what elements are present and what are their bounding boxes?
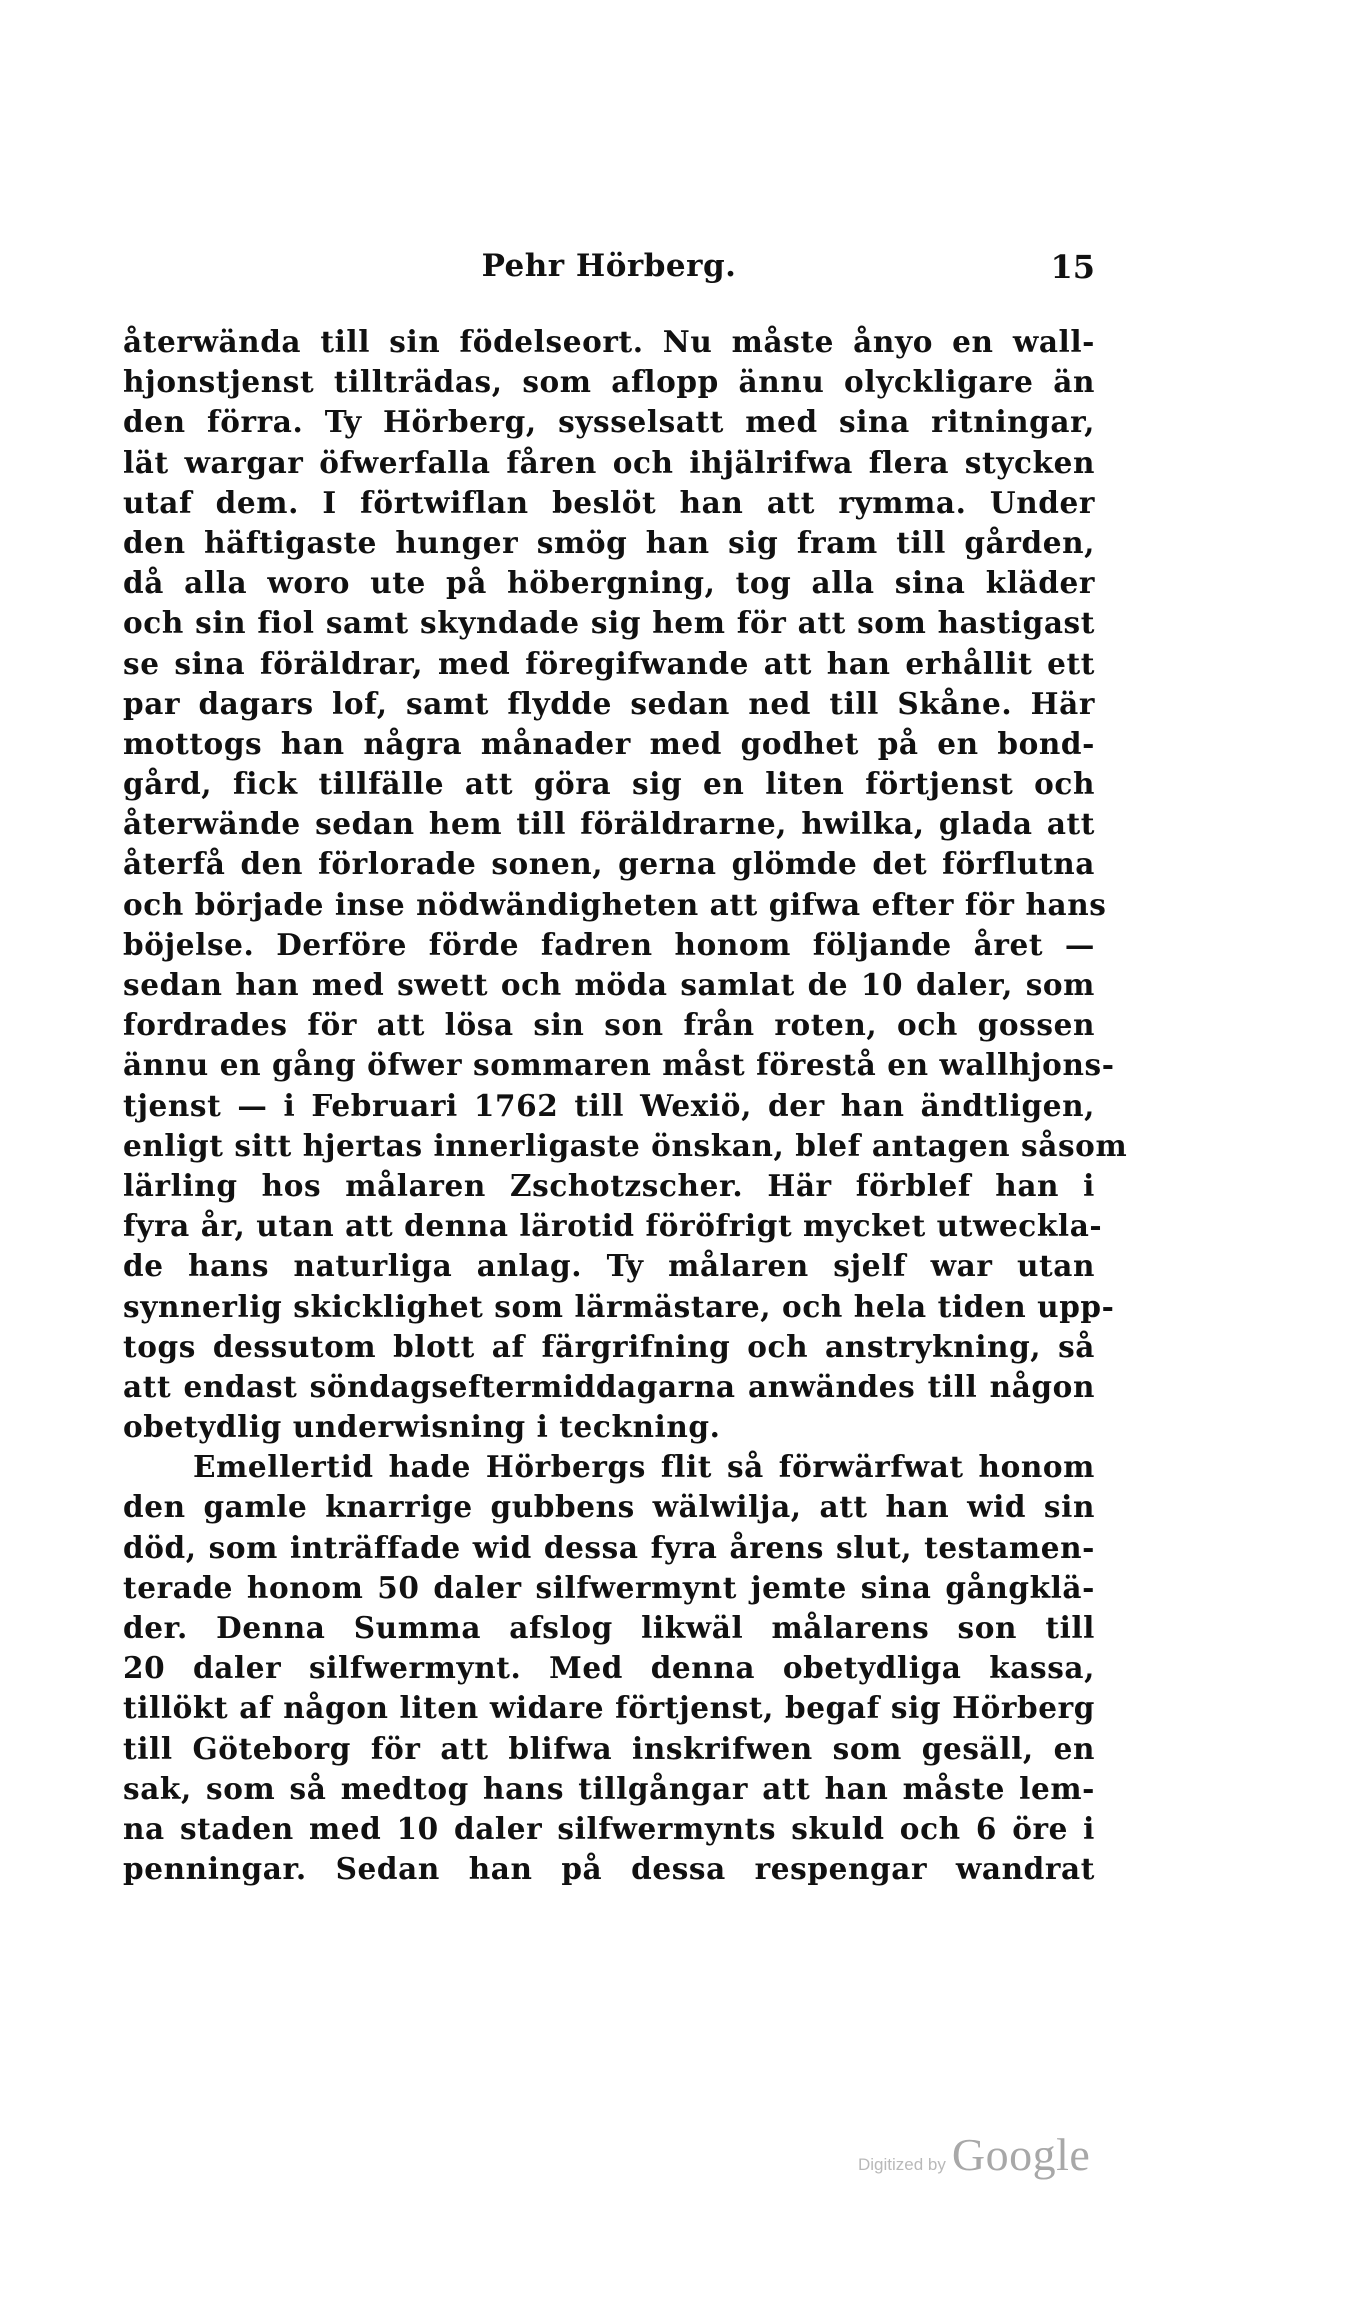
text-line: den häftigaste hunger smög han sig fram till gården, — [123, 524, 1095, 560]
text-line: och sin fiol samt skyndade sig hem för att som hastigast — [123, 605, 1095, 641]
text-line: hjonstjenst tillträdas, som aflopp ännu olyckligare än — [123, 364, 1095, 400]
text-line: då alla woro ute på höbergning, tog alla sina kläder — [123, 565, 1095, 601]
google-logo: Google — [951, 2129, 1091, 2180]
text-line: synnerlig skicklighet som lärmästare, och hela tiden upp- — [123, 1288, 1115, 1324]
body-text — [123, 322, 1128, 1889]
text-line: till Göteborg för att blifwa inskrifwen som gesäll, en — [123, 1730, 1095, 1766]
text-line: enligt sitt hjertas innerligaste önskan, blef antagen såsom — [123, 1127, 1128, 1163]
text-line: Emellertid hade Hörbergs flit så förwärfwat honom — [193, 1449, 1095, 1485]
text-line: den förra. Ty Hörberg, sysselsatt med sina ritningar, — [123, 404, 1095, 440]
text-line: mottogs han några månader med godhet på en bond- — [123, 725, 1095, 761]
text-line: obetydlig underwisning i teckning. — [123, 1409, 721, 1445]
text-line: ännu en gång öfwer sommaren måst förestå en wallhjons- — [123, 1047, 1115, 1083]
text-line: och började inse nödwändigheten att gifwa efter för hans — [123, 886, 1107, 922]
text-line: der. Denna Summa afslog likwäl målarens son till — [123, 1610, 1095, 1645]
text-line: gård, fick tillfälle att göra sig en liten förtjenst och — [123, 766, 1095, 802]
text-line: na staden med 10 daler silfwermynts skuld och 6 öre i — [123, 1810, 1095, 1846]
text-line: togs dessutom blott af färgrifning och anstrykning, så — [123, 1328, 1095, 1364]
text-line: par dagars lof, samt flydde sedan ned till Skåne. Här — [123, 685, 1095, 721]
text-line: fordrades för att lösa sin son från roten, och gossen — [123, 1007, 1095, 1043]
text-line: återfå den förlorade sonen, gerna glömde det förflutna — [123, 846, 1095, 882]
text-line: den gamle knarrige gubbens wälwilja, att han wid sin — [123, 1489, 1095, 1525]
text-line: penningar. Sedan han på dessa respengar wandrat — [123, 1851, 1095, 1887]
text-line: terade honom 50 daler silfwermynt jemte sina gångklä- — [123, 1569, 1095, 1605]
text-line: tjenst — i Februari 1762 till Wexiö, der han ändtligen, — [123, 1087, 1095, 1123]
text-line: tillökt af någon liten widare förtjenst, begaf sig Hörberg — [123, 1690, 1095, 1726]
text-line: död, som inträffade wid dessa fyra årens slut, testamen- — [123, 1529, 1095, 1565]
digitized-by-watermark — [858, 2128, 1090, 2188]
page-number: 15 — [1050, 248, 1095, 286]
text-line: återwända till sin födelseort. Nu måste ånyo en wall- — [123, 324, 1095, 359]
text-line: utaf dem. I förtwiflan beslöt han att rymma. Under — [123, 484, 1095, 520]
text-line: återwände sedan hem till föräldrarne, hwilka, glada att — [123, 806, 1095, 842]
text-line: böjelse. Derföre förde fadren honom följande året — — [123, 926, 1095, 962]
text-line: 20 daler silfwermynt. Med denna obetydliga kassa, — [123, 1650, 1095, 1686]
text-line: lät wargar öfwerfalla fåren och ihjälrifwa flera stycken — [123, 444, 1095, 480]
text-line: se sina föräldrar, med föregifwande att han erhållit ett — [123, 645, 1095, 681]
running-title: Pehr Hörberg. — [481, 248, 737, 284]
running-header — [123, 248, 1095, 288]
text-line: sedan han med swett och möda samlat de 10 daler, som — [123, 967, 1095, 1002]
text-line: fyra år, utan att denna lärotid föröfrigt mycket utweckla- — [123, 1208, 1103, 1244]
text-line: sak, som så medtog hans tillgångar att han måste lem- — [123, 1770, 1095, 1806]
watermark-prefix: Digitized by — [858, 2155, 946, 2174]
text-line: de hans naturliga anlag. Ty målaren sjelf war utan — [123, 1248, 1095, 1284]
text-line: att endast söndagseftermiddagarna anwändes till någon — [123, 1368, 1095, 1404]
text-line: lärling hos målaren Zschotzscher. Här förblef han i — [123, 1167, 1095, 1203]
